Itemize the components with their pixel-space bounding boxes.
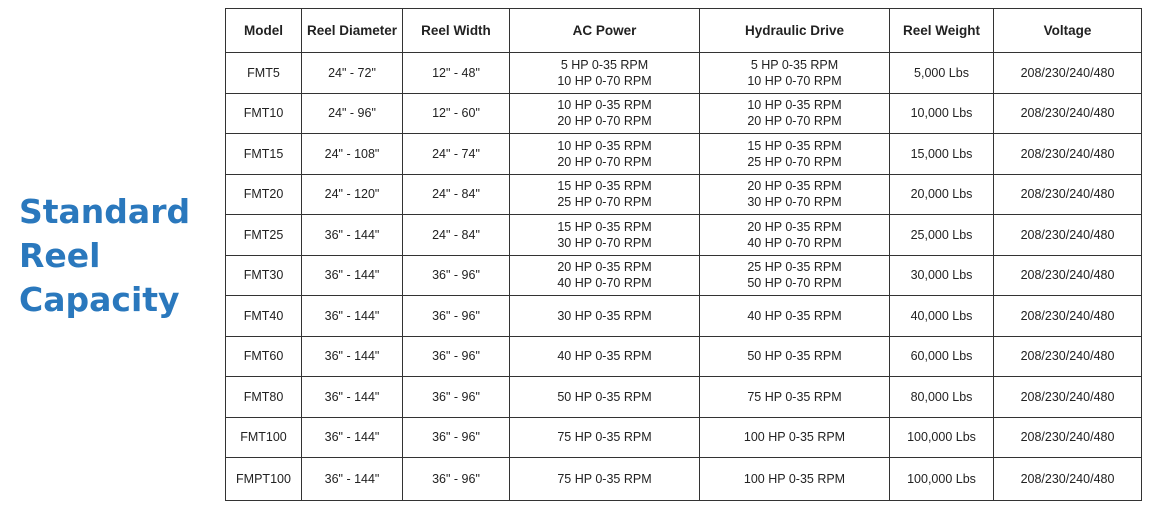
cell-ac-power-line: 30 HP 0-70 RPM bbox=[557, 235, 652, 250]
cell-hydraulic-drive bbox=[700, 377, 890, 418]
cell-voltage: 208/230/240/480 bbox=[994, 255, 1142, 296]
cell-ac-power bbox=[510, 336, 700, 377]
column-header-voltage: Voltage bbox=[994, 9, 1142, 53]
cell-ac-power-line: 20 HP 0-70 RPM bbox=[557, 154, 652, 169]
cell-ac-power-line: 50 HP 0-35 RPM bbox=[557, 389, 652, 404]
table-row bbox=[226, 134, 1142, 175]
cell-hydraulic-drive-line: 75 HP 0-35 RPM bbox=[747, 389, 842, 404]
table-row bbox=[226, 53, 1142, 94]
cell-reel-diameter: 24" - 96" bbox=[302, 93, 403, 134]
table-body bbox=[226, 53, 1142, 501]
cell-model: FMT10 bbox=[226, 93, 302, 134]
table-row bbox=[226, 215, 1142, 256]
page-title-line: Reel bbox=[19, 236, 101, 275]
cell-reel-weight: 30,000 Lbs bbox=[890, 255, 994, 296]
cell-reel-diameter: 36" - 144" bbox=[302, 296, 403, 337]
cell-model: FMPT100 bbox=[226, 458, 302, 501]
cell-reel-diameter: 24" - 120" bbox=[302, 174, 403, 215]
table-row bbox=[226, 93, 1142, 134]
cell-hydraulic-drive bbox=[700, 134, 890, 175]
cell-ac-power bbox=[510, 377, 700, 418]
cell-reel-width: 36" - 96" bbox=[403, 417, 510, 458]
cell-hydraulic-drive-line: 100 HP 0-35 RPM bbox=[743, 472, 846, 486]
cell-reel-weight: 15,000 Lbs bbox=[890, 134, 994, 175]
cell-reel-diameter: 36" - 144" bbox=[302, 336, 403, 377]
cell-reel-width: 36" - 96" bbox=[403, 336, 510, 377]
table-header-row bbox=[226, 9, 1142, 53]
cell-model: FMT80 bbox=[226, 377, 302, 418]
page-title-line: Capacity bbox=[19, 280, 180, 319]
cell-ac-power-line: 20 HP 0-70 RPM bbox=[557, 114, 652, 129]
cell-hydraulic-drive bbox=[700, 93, 890, 134]
cell-hydraulic-drive bbox=[700, 215, 890, 256]
cell-ac-power bbox=[510, 255, 700, 296]
table-row bbox=[226, 174, 1142, 215]
cell-reel-weight: 5,000 Lbs bbox=[890, 53, 994, 94]
table-row bbox=[226, 255, 1142, 296]
cell-reel-weight: 100,000 Lbs bbox=[890, 458, 994, 501]
cell-ac-power-line: 10 HP 0-35 RPM bbox=[557, 138, 652, 153]
cell-reel-diameter: 36" - 144" bbox=[302, 417, 403, 458]
column-header-hydraulic-drive: Hydraulic Drive bbox=[700, 9, 890, 53]
cell-hydraulic-drive-line: 40 HP 0-35 RPM bbox=[747, 308, 842, 323]
cell-voltage: 208/230/240/480 bbox=[994, 215, 1142, 256]
cell-ac-power bbox=[510, 93, 700, 134]
cell-voltage: 208/230/240/480 bbox=[994, 296, 1142, 337]
cell-ac-power-line: 15 HP 0-35 RPM bbox=[557, 179, 652, 194]
cell-reel-width: 36" - 96" bbox=[403, 458, 510, 501]
column-header-model: Model bbox=[226, 9, 302, 53]
table-row bbox=[226, 336, 1142, 377]
cell-ac-power-line: 75 HP 0-35 RPM bbox=[557, 430, 652, 445]
cell-ac-power bbox=[510, 174, 700, 215]
cell-voltage: 208/230/240/480 bbox=[994, 458, 1142, 501]
cell-hydraulic-drive-line: 50 HP 0-70 RPM bbox=[747, 276, 842, 291]
cell-reel-width: 36" - 96" bbox=[403, 296, 510, 337]
column-header-reel-weight: Reel Weight bbox=[890, 9, 994, 53]
column-header-reel-width: Reel Width bbox=[403, 9, 510, 53]
cell-ac-power bbox=[510, 53, 700, 94]
cell-reel-width: 24" - 84" bbox=[403, 215, 510, 256]
cell-reel-diameter: 24" - 72" bbox=[302, 53, 403, 94]
cell-reel-width: 12" - 60" bbox=[403, 93, 510, 134]
cell-model: FMT60 bbox=[226, 336, 302, 377]
cell-model: FMT100 bbox=[226, 417, 302, 458]
cell-reel-width: 24" - 84" bbox=[403, 174, 510, 215]
cell-ac-power bbox=[510, 417, 700, 458]
cell-ac-power-line: 15 HP 0-35 RPM bbox=[557, 219, 652, 234]
cell-model: FMT20 bbox=[226, 174, 302, 215]
cell-reel-weight: 10,000 Lbs bbox=[890, 93, 994, 134]
cell-reel-diameter: 36" - 144" bbox=[302, 215, 403, 256]
cell-ac-power-line: 5 HP 0-35 RPM bbox=[560, 57, 649, 72]
cell-hydraulic-drive-line: 100 HP 0-35 RPM bbox=[743, 430, 846, 445]
cell-hydraulic-drive-line: 40 HP 0-70 RPM bbox=[747, 235, 842, 250]
cell-ac-power-line: 40 HP 0-70 RPM bbox=[557, 276, 652, 291]
cell-reel-width: 36" - 96" bbox=[403, 255, 510, 296]
cell-ac-power-line: 25 HP 0-70 RPM bbox=[557, 195, 652, 210]
cell-hydraulic-drive-line: 30 HP 0-70 RPM bbox=[747, 195, 842, 210]
cell-reel-weight: 60,000 Lbs bbox=[890, 336, 994, 377]
cell-voltage: 208/230/240/480 bbox=[994, 377, 1142, 418]
cell-ac-power-line: 10 HP 0-70 RPM bbox=[557, 73, 652, 88]
cell-reel-diameter: 36" - 144" bbox=[302, 255, 403, 296]
cell-hydraulic-drive-line: 25 HP 0-35 RPM bbox=[747, 260, 842, 275]
cell-hydraulic-drive bbox=[700, 255, 890, 296]
page-title bbox=[19, 190, 190, 322]
cell-hydraulic-drive-line: 20 HP 0-70 RPM bbox=[747, 114, 842, 129]
cell-reel-width: 36" - 96" bbox=[403, 377, 510, 418]
cell-reel-weight: 100,000 Lbs bbox=[890, 417, 994, 458]
cell-hydraulic-drive-line: 50 HP 0-35 RPM bbox=[747, 349, 842, 364]
cell-reel-diameter: 36" - 144" bbox=[302, 377, 403, 418]
cell-reel-weight: 40,000 Lbs bbox=[890, 296, 994, 337]
cell-ac-power bbox=[510, 296, 700, 337]
cell-ac-power-line: 10 HP 0-35 RPM bbox=[557, 98, 652, 113]
table-row bbox=[226, 296, 1142, 337]
cell-ac-power bbox=[510, 458, 700, 501]
cell-hydraulic-drive-line: 5 HP 0-35 RPM bbox=[750, 57, 839, 72]
cell-model: FMT5 bbox=[226, 53, 302, 94]
cell-ac-power-line: 30 HP 0-35 RPM bbox=[557, 308, 652, 323]
cell-hydraulic-drive bbox=[700, 296, 890, 337]
cell-ac-power-line: 40 HP 0-35 RPM bbox=[557, 349, 652, 364]
cell-voltage: 208/230/240/480 bbox=[994, 336, 1142, 377]
cell-hydraulic-drive-line: 25 HP 0-70 RPM bbox=[747, 154, 842, 169]
cell-reel-diameter: 36" - 144" bbox=[302, 458, 403, 501]
cell-reel-weight: 25,000 Lbs bbox=[890, 215, 994, 256]
cell-model: FMT15 bbox=[226, 134, 302, 175]
cell-hydraulic-drive-line: 15 HP 0-35 RPM bbox=[747, 138, 842, 153]
cell-hydraulic-drive bbox=[700, 53, 890, 94]
cell-reel-width: 24" - 74" bbox=[403, 134, 510, 175]
cell-hydraulic-drive-line: 20 HP 0-35 RPM bbox=[747, 179, 842, 194]
reel-capacity-table bbox=[225, 8, 1142, 501]
cell-hydraulic-drive-line: 20 HP 0-35 RPM bbox=[747, 219, 842, 234]
cell-voltage: 208/230/240/480 bbox=[994, 417, 1142, 458]
cell-model: FMT25 bbox=[226, 215, 302, 256]
cell-voltage: 208/230/240/480 bbox=[994, 53, 1142, 94]
cell-hydraulic-drive bbox=[700, 174, 890, 215]
cell-hydraulic-drive-line: 10 HP 0-35 RPM bbox=[747, 98, 842, 113]
cell-voltage: 208/230/240/480 bbox=[994, 93, 1142, 134]
cell-reel-weight: 80,000 Lbs bbox=[890, 377, 994, 418]
cell-hydraulic-drive bbox=[700, 458, 890, 501]
cell-reel-diameter: 24" - 108" bbox=[302, 134, 403, 175]
cell-reel-width: 12" - 48" bbox=[403, 53, 510, 94]
cell-model: FMT30 bbox=[226, 255, 302, 296]
page-title-line: Standard bbox=[19, 192, 191, 231]
cell-voltage: 208/230/240/480 bbox=[994, 174, 1142, 215]
column-header-ac-power: AC Power bbox=[510, 9, 700, 53]
cell-hydraulic-drive bbox=[700, 417, 890, 458]
table-row bbox=[226, 377, 1142, 418]
cell-hydraulic-drive-line: 10 HP 0-70 RPM bbox=[747, 73, 842, 88]
column-header-reel-diameter: Reel Diameter bbox=[302, 9, 403, 53]
cell-ac-power-line: 75 HP 0-35 RPM bbox=[557, 472, 652, 486]
cell-ac-power bbox=[510, 134, 700, 175]
table-row bbox=[226, 417, 1142, 458]
table-row bbox=[226, 458, 1142, 501]
cell-ac-power-line: 20 HP 0-35 RPM bbox=[557, 260, 652, 275]
cell-ac-power bbox=[510, 215, 700, 256]
cell-reel-weight: 20,000 Lbs bbox=[890, 174, 994, 215]
cell-hydraulic-drive bbox=[700, 336, 890, 377]
cell-model: FMT40 bbox=[226, 296, 302, 337]
cell-voltage: 208/230/240/480 bbox=[994, 134, 1142, 175]
